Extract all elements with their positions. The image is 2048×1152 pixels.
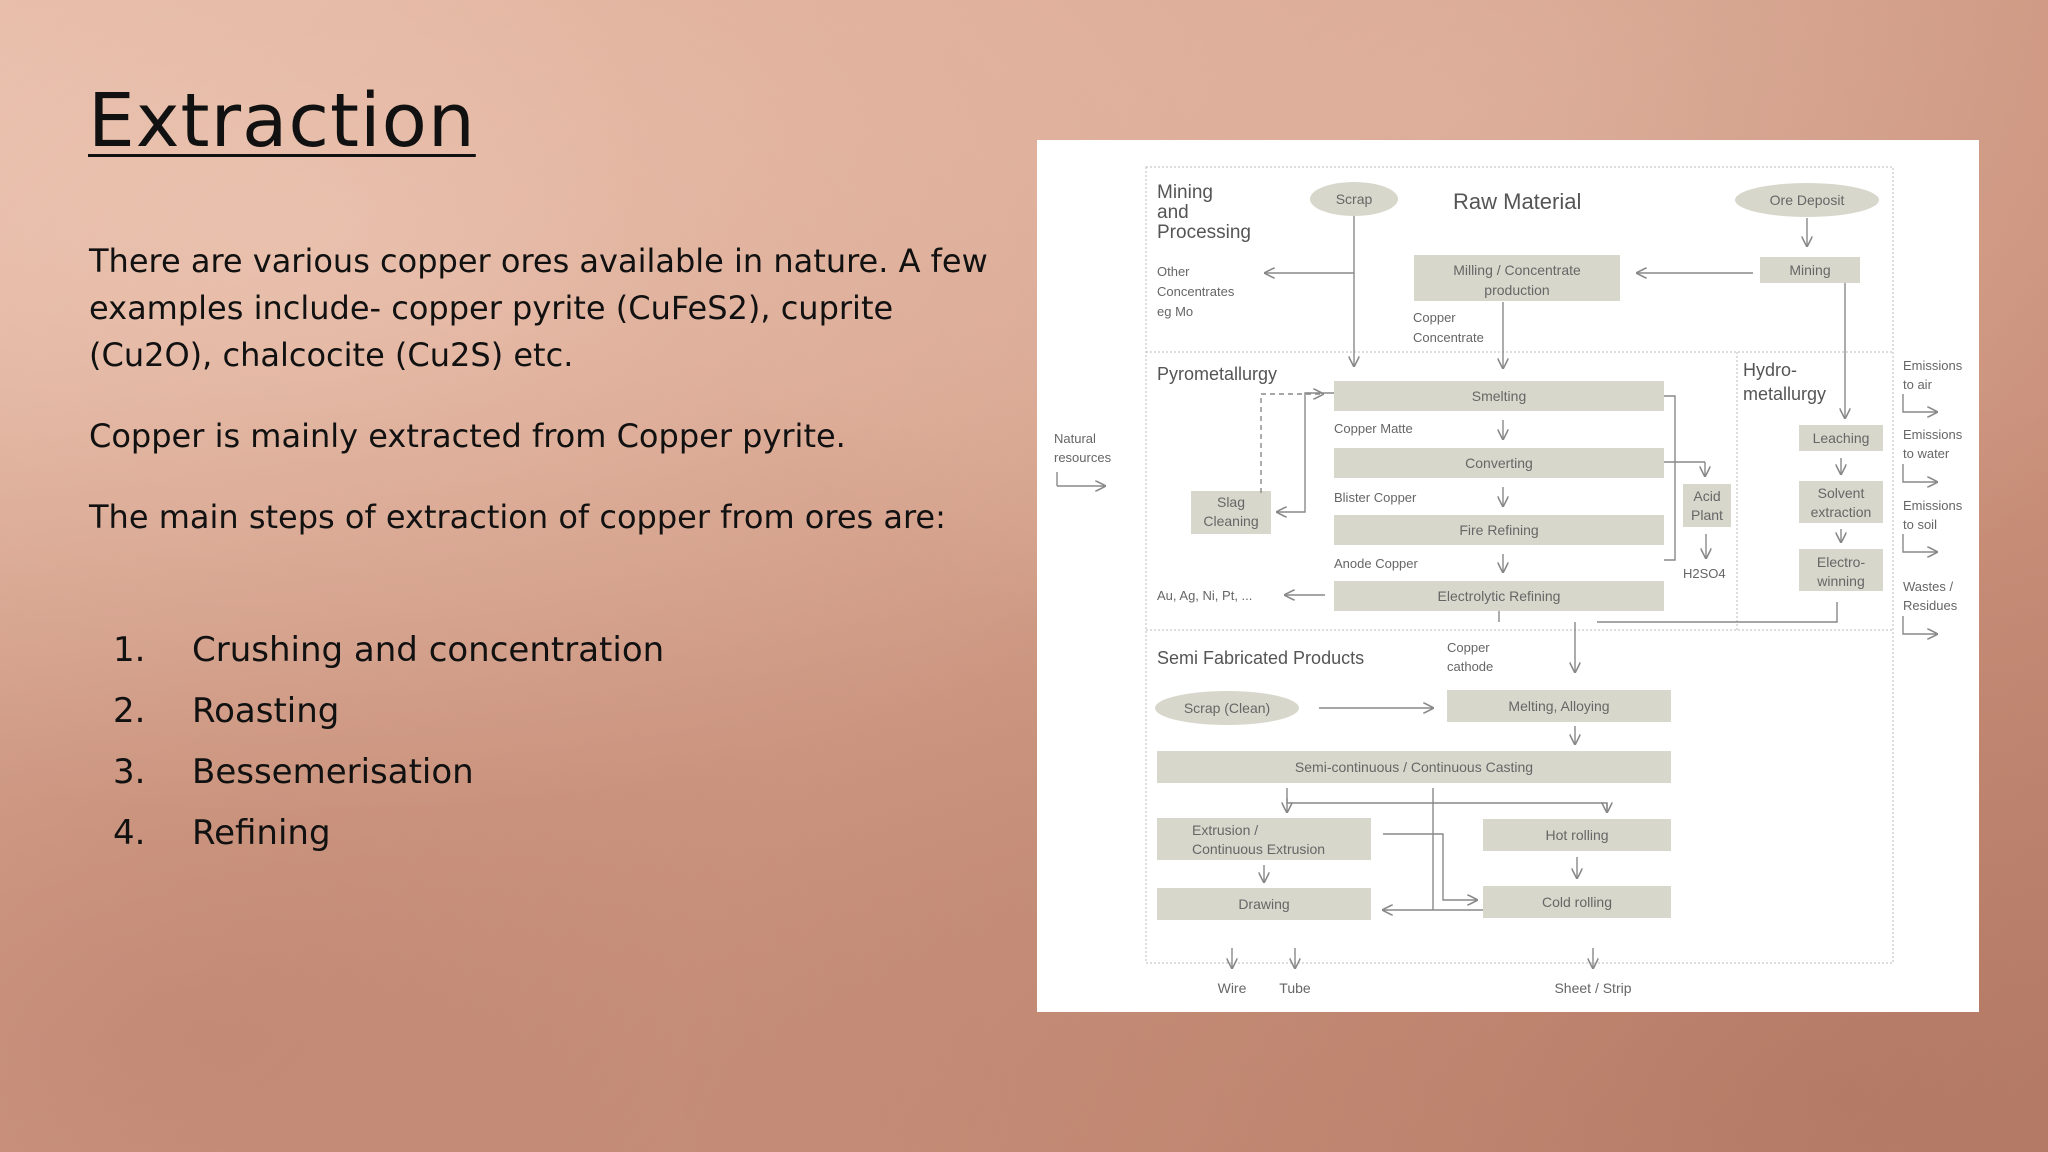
- step-number: 2.: [113, 691, 146, 731]
- hydrometallurgy-heading-line2: metallurgy: [1743, 384, 1827, 404]
- melting-alloying-label: Melting, Alloying: [1508, 698, 1610, 714]
- tube-label: Tube: [1279, 980, 1311, 996]
- copper-concentrate-line2: Concentrate: [1413, 330, 1484, 345]
- list-item: [89, 625, 664, 686]
- sheet-strip-label: Sheet / Strip: [1554, 980, 1632, 996]
- cold-rolling-label: Cold rolling: [1541, 894, 1613, 910]
- fire-refining-label: Fire Refining: [1459, 522, 1539, 538]
- acid-plant-line1: Acid: [1693, 488, 1721, 504]
- pyrite-paragraph: Copper is mainly extracted from Copper pyrite.: [89, 417, 846, 455]
- extrusion-line1: Extrusion /: [1192, 822, 1259, 838]
- flowchart-svg: [1037, 140, 1979, 1012]
- intro-paragraph: There are various copper ores available in nature. A few examples include- copper pyrite (CuFeS2), cuprite (Cu2O), chalcocite (Cu2S) etc.: [89, 242, 988, 374]
- natural-resources-line2: resources: [1054, 450, 1112, 465]
- other-concentrates-line3: eg Mo: [1157, 304, 1194, 319]
- section-mining-line1: Mining: [1157, 182, 1213, 203]
- wastes-line1: Wastes /: [1903, 579, 1954, 594]
- drawing-label: Drawing: [1238, 896, 1290, 912]
- blister-copper-label: Blister Copper: [1334, 490, 1417, 505]
- emissions-air-line2: to air: [1903, 377, 1932, 392]
- slag-cleaning-line2: Cleaning: [1203, 513, 1259, 529]
- other-concentrates-line1: Other: [1157, 264, 1190, 279]
- extrusion-line2: Continuous Extrusion: [1192, 841, 1326, 857]
- step-label: Bessemerisation: [192, 752, 474, 792]
- slag-cleaning-line1: Slag: [1216, 494, 1246, 510]
- copper-matte-label: Copper Matte: [1334, 421, 1413, 436]
- electrowinning-line1: Electro-: [1816, 554, 1866, 570]
- leaching-label: Leaching: [1812, 430, 1870, 446]
- emissions-water-line1: Emissions: [1903, 427, 1963, 442]
- emissions-soil-line2: to soil: [1903, 517, 1937, 532]
- copper-cathode-line2: cathode: [1447, 659, 1494, 674]
- section-mining-line3: Processing: [1157, 222, 1251, 243]
- steps-intro-paragraph: The main steps of extraction of copper from ores are:: [89, 498, 946, 536]
- milling-label-line1: Milling / Concentrate: [1453, 262, 1581, 278]
- wire-label: Wire: [1217, 980, 1247, 996]
- smelting-label: Smelting: [1471, 388, 1527, 404]
- ore-deposit-pill-label: Ore Deposit: [1769, 192, 1845, 208]
- copper-concentrate-line1: Copper: [1413, 310, 1456, 325]
- solvent-extraction-line2: extraction: [1810, 504, 1872, 520]
- slide-title: Extraction: [88, 78, 476, 164]
- slide-body: [89, 238, 1019, 575]
- solvent-extraction-line1: Solvent: [1817, 485, 1865, 501]
- emissions-air-line1: Emissions: [1903, 358, 1963, 373]
- semi-fabricated-heading: Semi Fabricated Products: [1157, 648, 1365, 668]
- list-item: [89, 747, 664, 808]
- steps-list: [89, 625, 664, 869]
- other-concentrates-line2: Concentrates: [1157, 284, 1235, 299]
- mining-box-label: Mining: [1789, 262, 1831, 278]
- copper-cathode-line1: Copper: [1447, 640, 1490, 655]
- electrowinning-line2: winning: [1817, 573, 1865, 589]
- natural-resources-line1: Natural: [1054, 431, 1096, 446]
- step-number: 4.: [113, 813, 146, 853]
- precious-metals-label: Au, Ag, Ni, Pt, ...: [1157, 588, 1253, 603]
- step-label: Refining: [192, 813, 331, 853]
- step-label: Roasting: [192, 691, 340, 731]
- anode-copper-label: Anode Copper: [1334, 556, 1418, 571]
- scrap-clean-pill-label: Scrap (Clean): [1183, 700, 1271, 716]
- electrolytic-refining-label: Electrolytic Refining: [1437, 588, 1561, 604]
- emissions-soil-line1: Emissions: [1903, 498, 1963, 513]
- pyrometallurgy-heading: Pyrometallurgy: [1157, 364, 1278, 384]
- milling-label-line2: production: [1484, 282, 1550, 298]
- section-mining-line2: and: [1157, 202, 1189, 223]
- list-item: [89, 808, 664, 869]
- hydrometallurgy-heading-line1: Hydro-: [1743, 360, 1798, 380]
- h2so4-label: H2SO4: [1683, 566, 1726, 581]
- step-number: 3.: [113, 752, 146, 792]
- copper-process-flowchart: [1037, 140, 1979, 1012]
- slag-dashed-loop: [1261, 394, 1323, 493]
- converting-label: Converting: [1465, 455, 1533, 471]
- raw-material-heading: Raw Material: [1453, 189, 1582, 214]
- casting-label: Semi-continuous / Continuous Casting: [1294, 759, 1534, 775]
- emissions-water-line2: to water: [1903, 446, 1950, 461]
- acid-plant-line2: Plant: [1691, 507, 1723, 523]
- scrap-pill-label: Scrap: [1335, 191, 1373, 207]
- hot-rolling-label: Hot rolling: [1545, 827, 1609, 843]
- step-number: 1.: [113, 630, 146, 670]
- wastes-line2: Residues: [1903, 598, 1958, 613]
- list-item: [89, 686, 664, 747]
- step-label: Crushing and concentration: [192, 630, 665, 670]
